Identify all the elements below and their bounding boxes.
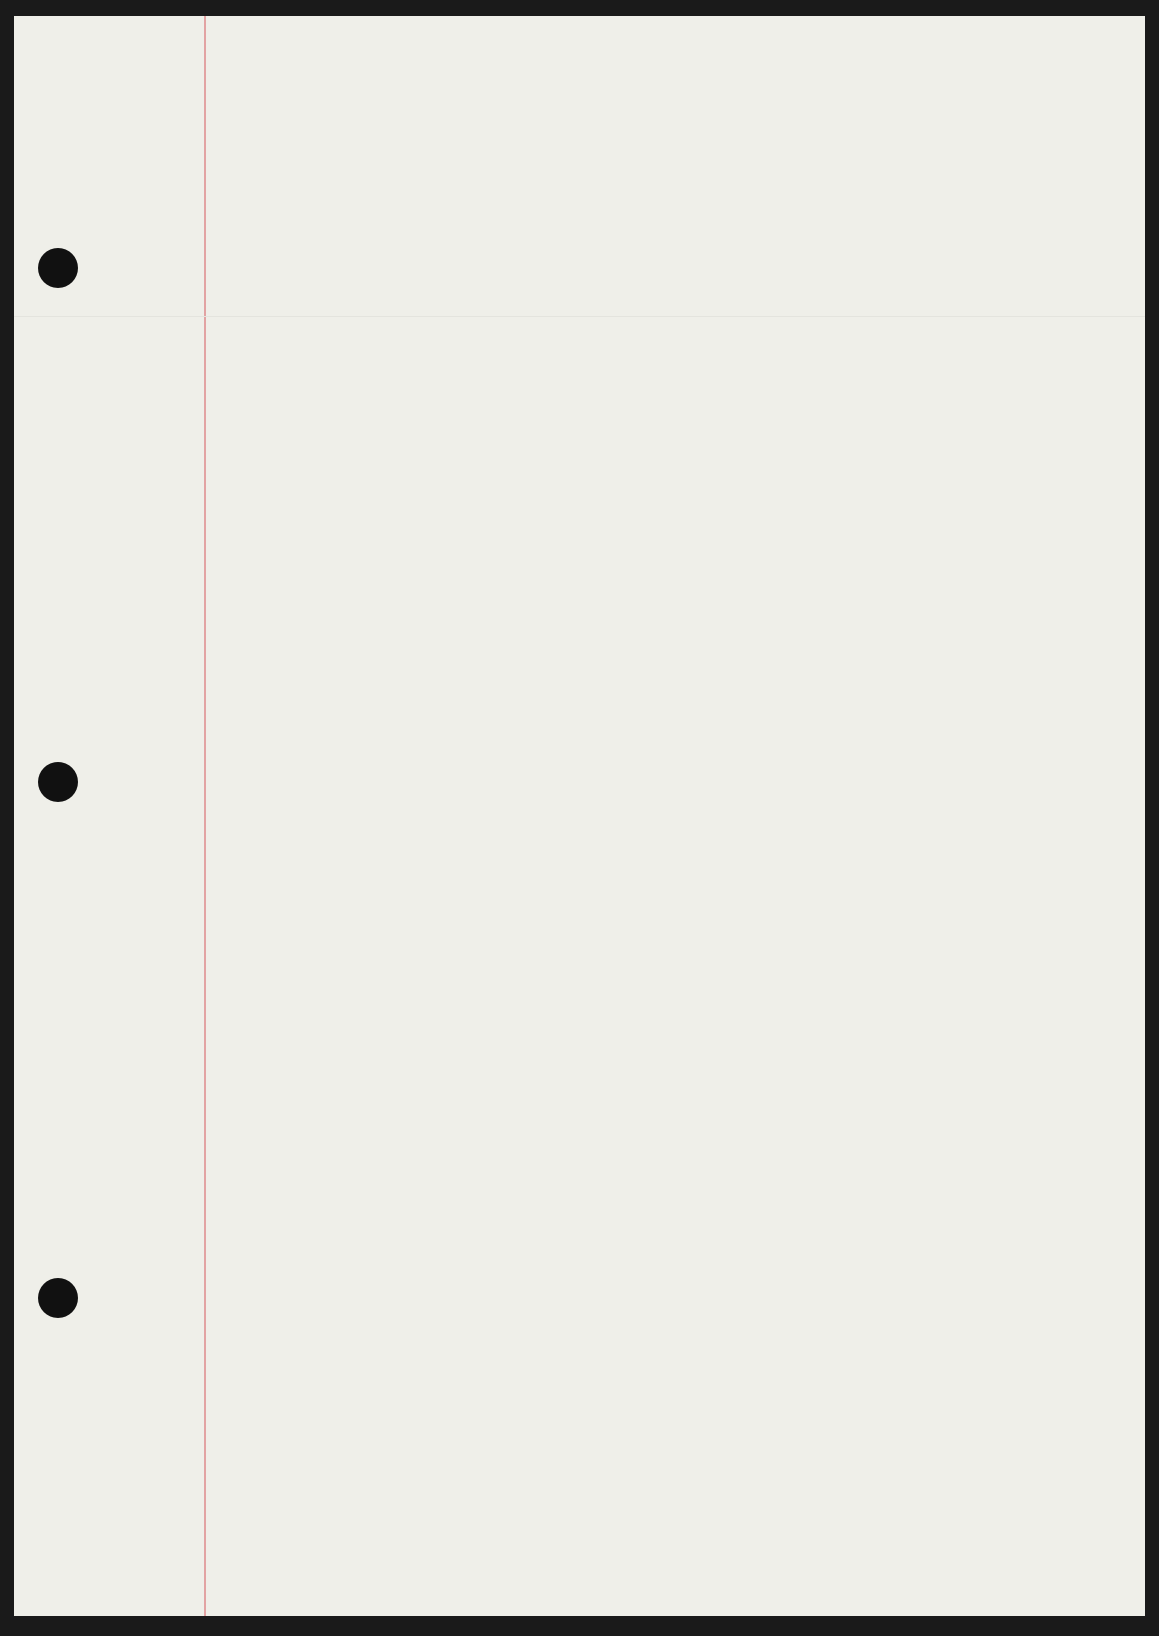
document-page bbox=[14, 16, 1145, 1616]
punch-hole bbox=[38, 1278, 78, 1318]
fold-line bbox=[14, 316, 1145, 317]
punch-hole bbox=[38, 762, 78, 802]
margin-line bbox=[204, 16, 206, 1616]
punch-hole bbox=[38, 248, 78, 288]
